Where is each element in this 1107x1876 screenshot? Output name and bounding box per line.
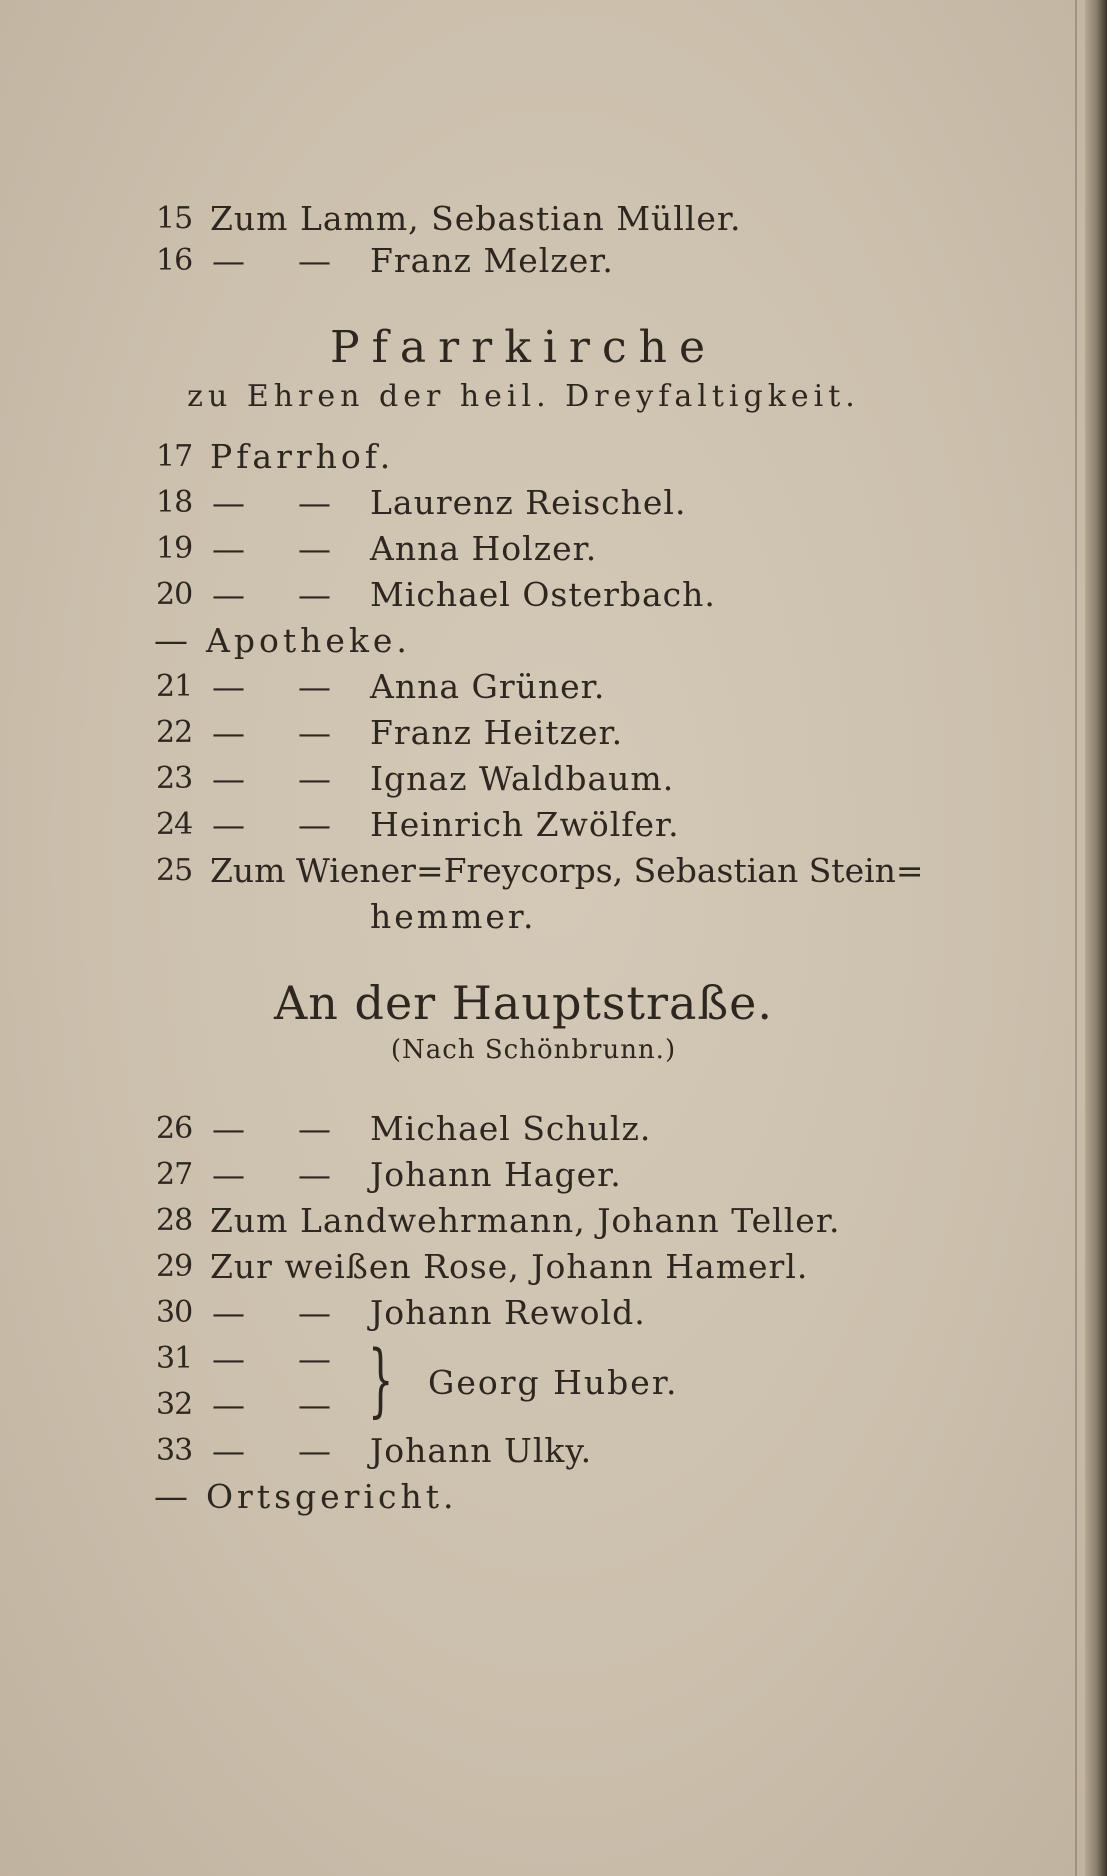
ditto-dash: — <box>212 483 245 522</box>
entry-name: Johann Rewold. <box>370 1293 646 1332</box>
section-subheading-church: zu Ehren der heil. Dreyfaltigkeit. <box>187 379 860 414</box>
ditto-dash: — <box>298 713 331 752</box>
section-subheading-street: (Nach Schönbrunn.) <box>390 1035 677 1065</box>
ditto-dash: — <box>212 1155 245 1194</box>
entry-continuation: hemmer. <box>370 897 537 936</box>
ditto-dash: — <box>212 241 245 280</box>
ditto-dash: — <box>212 667 245 706</box>
ditto-dash: — <box>298 1109 331 1148</box>
entry-name: Johann Hager. <box>370 1155 622 1194</box>
house-number: 29 <box>156 1249 193 1284</box>
house-number: 28 <box>156 1203 193 1238</box>
house-number: 20 <box>156 577 193 612</box>
entry-name: Anna Grüner. <box>370 667 606 706</box>
house-number: 33 <box>156 1433 193 1468</box>
ditto-dash: — <box>298 241 331 280</box>
ditto-dash: — <box>212 1431 245 1470</box>
entry-name: Johann Ulky. <box>370 1431 593 1470</box>
entry-name: Ignaz Waldbaum. <box>370 759 675 798</box>
brace-symbol: } <box>368 1333 394 1426</box>
entry-text: Ortsgericht. <box>206 1477 458 1516</box>
entry-name: Anna Holzer. <box>370 529 598 568</box>
house-number: 17 <box>156 439 193 474</box>
ditto-dash: — <box>298 1293 331 1332</box>
entry-name: Franz Heitzer. <box>370 713 624 752</box>
house-number: 24 <box>156 807 193 842</box>
ditto-dash: — <box>298 1431 331 1470</box>
house-number: 21 <box>156 669 193 704</box>
entry-name: Michael Schulz. <box>370 1109 652 1148</box>
entry-text: Zur weißen Rose, Johann Hamerl. <box>210 1247 809 1286</box>
house-number: 15 <box>156 201 193 236</box>
ditto-dash: — <box>298 759 331 798</box>
grouped-entry-name: Georg Huber. <box>428 1363 679 1402</box>
ditto-dash: — <box>298 1385 331 1424</box>
ditto-dash: — <box>212 805 245 844</box>
section-heading-church: Pfarrkirche <box>330 322 717 373</box>
house-number: 25 <box>156 853 193 888</box>
ditto-dash: — <box>212 529 245 568</box>
ditto-dash: — <box>298 483 331 522</box>
ditto-dash: — <box>212 759 245 798</box>
house-number: 23 <box>156 761 193 796</box>
house-number: 30 <box>156 1295 193 1330</box>
ditto-dash: — <box>298 1155 331 1194</box>
section-heading-street: An der Hauptstraße. <box>274 976 773 1030</box>
ditto-dash: — <box>212 1339 245 1378</box>
ditto-dash: — <box>212 1293 245 1332</box>
entry-name: Heinrich Zwölfer. <box>370 805 680 844</box>
ditto-dash: — <box>298 667 331 706</box>
ditto-dash: — <box>154 621 188 661</box>
house-number: 26 <box>156 1111 193 1146</box>
ditto-dash: — <box>212 1385 245 1424</box>
ditto-dash: — <box>298 529 331 568</box>
entry-name: Laurenz Reischel. <box>370 483 687 522</box>
entry-name: Franz Melzer. <box>370 241 614 280</box>
entry-text: Apotheke. <box>206 621 411 660</box>
house-number: 22 <box>156 715 193 750</box>
house-number: 27 <box>156 1157 193 1192</box>
ditto-dash: — <box>298 1339 331 1378</box>
entry-text: Zum Wiener=Freycorps, Sebastian Stein= <box>210 851 924 890</box>
house-number: 32 <box>156 1387 193 1422</box>
house-number: 19 <box>156 531 193 566</box>
entry-text: Pfarrhof. <box>210 437 395 476</box>
entry-text: Zum Lamm, Sebastian Müller. <box>210 199 742 238</box>
ditto-dash: — <box>154 1477 188 1517</box>
house-number: 18 <box>156 485 193 520</box>
ditto-dash: — <box>298 805 331 844</box>
house-number: 31 <box>156 1341 193 1376</box>
ditto-dash: — <box>212 1109 245 1148</box>
entry-text: Zum Landwehrmann, Johann Teller. <box>210 1201 841 1240</box>
ditto-dash: — <box>212 575 245 614</box>
entry-name: Michael Osterbach. <box>370 575 716 614</box>
house-number: 16 <box>156 243 193 278</box>
ditto-dash: — <box>298 575 331 614</box>
ditto-dash: — <box>212 713 245 752</box>
